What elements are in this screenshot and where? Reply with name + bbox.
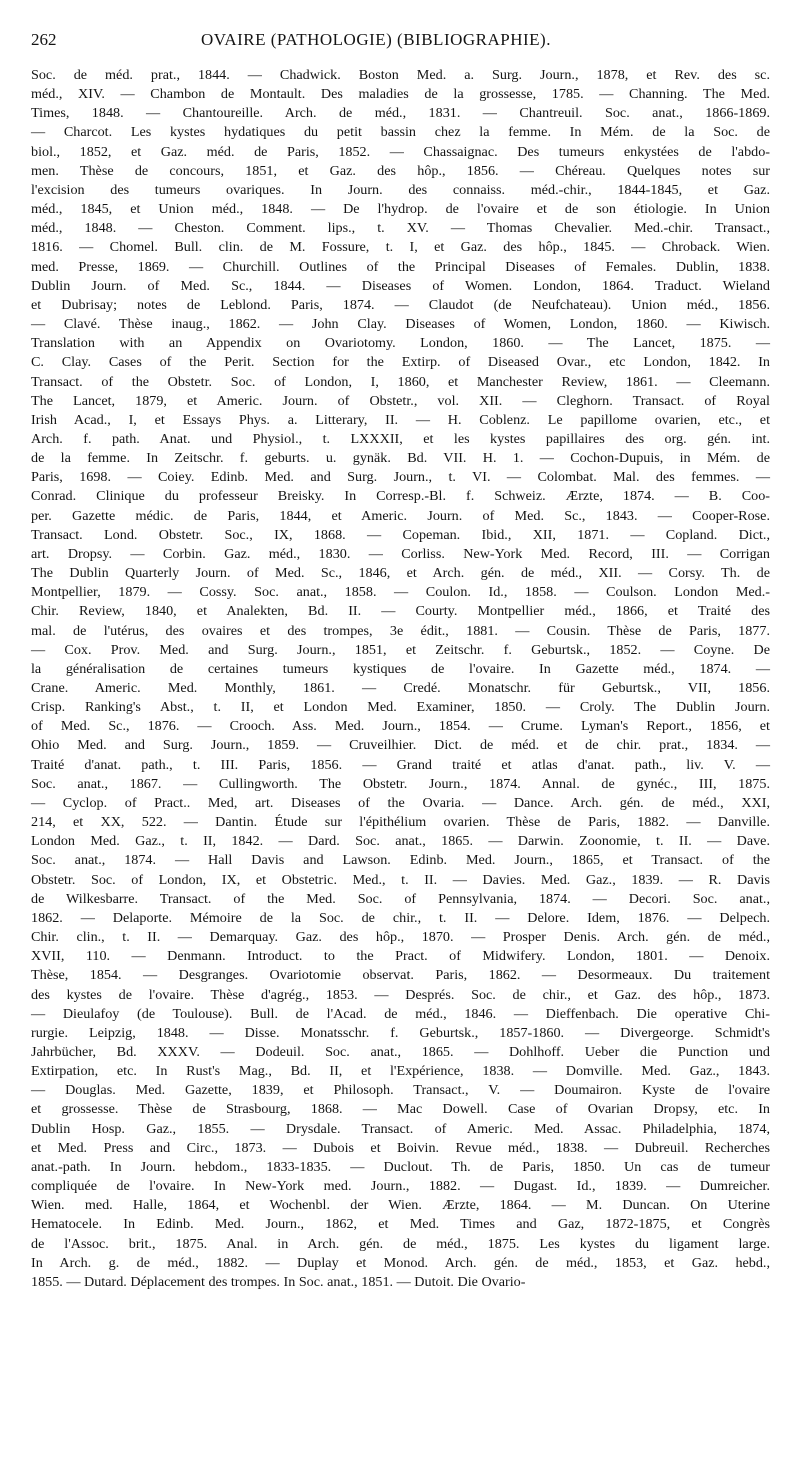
text-line: Crisp. Ranking's Abst., t. II, et London Med. Examiner, 1850. — Croly. The Dublin Journ. xyxy=(31,699,770,716)
text-line: méd., XIV. — Chambon de Montault. Des maladies de la grossesse, 1785. — Channing. The Med. xyxy=(31,86,770,103)
text-line: Wien. med. Halle, 1864, et Wochenbl. der Wien. Ærzte, 1864. — M. Duncan. On Uterine xyxy=(31,1197,770,1214)
text-line: et Dubrisay; notes de Leblond. Paris, 1874. — Claudot (de Neufchateau). Union méd., 1856. xyxy=(31,296,770,313)
text-line: et Med. Press and Circ., 1873. — Dubois et Boivin. Revue méd., 1838. — Dubreuil. Recherches xyxy=(31,1139,770,1156)
text-line: et grossesse. Thèse de Strasbourg, 1868. — Mac Dowell. Case of Ovarian Dropsy, etc. In xyxy=(31,1101,770,1118)
text-line: Arch. f. path. Anat. und Physiol., t. LXXXII, et les kystes papillaires des org. gén. int. xyxy=(31,430,770,447)
text-line: In Arch. g. de méd., 1882. — Duplay et Monod. Arch. gén. de méd., 1853, et Gaz. hebd., xyxy=(31,1254,770,1271)
text-line: Times, 1848. — Chantoureille. Arch. de méd., 1831. — Chantreuil. Soc. anat., 1866-1869. xyxy=(31,105,770,122)
text-line: Hematocele. In Edinb. Med. Journ., 1862, et Med. Times and Gaz, 1872-1875, et Congrès xyxy=(31,1216,770,1233)
text-line: — Cyclop. of Pract.. Med, art. Diseases of the Ovaria. — Dance. Arch. gén. de méd., XXI, xyxy=(31,794,770,811)
text-line: — Clavé. Thèse inaug., 1862. — John Clay. Diseases of Women, London, 1860. — Kiwisch. xyxy=(31,316,770,333)
text-line: méd., 1848. — Cheston. Comment. lips., t. XV. — Thomas Chevalier. Med.-chir. Transact., xyxy=(31,220,770,237)
text-line: — Douglas. Med. Gazette, 1839, et Philosoph. Transact., V. — Doumairon. Kyste de l'ovaire xyxy=(31,1082,770,1099)
text-line: Obstetr. Soc. of London, IX, et Obstetric. Med., t. II. — Davies. Med. Gaz., 1839. — R. Davis xyxy=(31,871,770,888)
text-line: The Dublin Quarterly Journ. of Med. Sc., 1846, et Arch. gén. de méd., XII. — Corsy. Th. de xyxy=(31,565,770,582)
text-line: des kystes de l'ovaire. Thèse d'agrég., 1853. — Després. Soc. de chir., et Gaz. des hôp., 1873. xyxy=(31,986,770,1003)
text-line: 1855. — Dutard. Déplacement des trompes. In Soc. anat., 1851. — Dutoit. Die Ovario- xyxy=(31,1273,526,1290)
text-line: Soc. de méd. prat., 1844. — Chadwick. Boston Med. a. Surg. Journ., 1878, et Rev. des sc. xyxy=(31,67,770,83)
bibliography-text xyxy=(31,66,770,1292)
text-line: med. Presse, 1869. — Churchill. Outlines of the Principal Diseases of Females. Dublin, 1838. xyxy=(31,258,770,275)
text-line: Translation with an Appendix on Ovariotomy. London, 1860. — The Lancet, 1875. — xyxy=(31,335,770,352)
text-line: Traité d'anat. path., t. III. Paris, 1856. — Grand traité et atlas d'anat. path., liv. V. — xyxy=(31,756,770,773)
text-line: — Dieulafoy (de Toulouse). Bull. de l'Acad. de méd., 1846. — Dieffenbach. Die operative Chi- xyxy=(31,1005,770,1022)
text-line: art. Dropsy. — Corbin. Gaz. méd., 1830. — Corliss. New-York Med. Record, III. — Corrigan xyxy=(31,545,770,562)
text-line: 214, et XX, 522. — Dantin. Étude sur l'épithélium ovarien. Thèse de Paris, 1882. — Danville. xyxy=(31,814,770,831)
text-line: de Wilkesbarre. Transact. of the Med. Soc. of Pennsylvania, 1874. — Decori. Soc. anat., xyxy=(31,890,770,907)
text-line: C. Clay. Cases of the Perit. Section for the Extirp. of Diseased Ovar., etc London, 1842. In xyxy=(31,354,770,371)
text-line: anat.-path. In Journ. hebdom., 1833-1835. — Duclout. Th. de Paris, 1850. Un cas de tumeur xyxy=(31,1158,770,1175)
text-line: Soc. anat., 1867. — Cullingworth. The Obstetr. Journ., 1874. Annal. de gynéc., III, 1875. xyxy=(31,775,770,792)
text-line: Dublin Journ. of Med. Sc., 1844. — Diseases of Women. London, 1864. Traduct. Wieland xyxy=(31,277,770,294)
text-line: London Med. Gaz., t. II, 1842. — Dard. Soc. anat., 1865. — Darwin. Zoonomie, t. II. — Dave. xyxy=(31,833,770,850)
text-line: men. Thèse de concours, 1851, et Gaz. des hôp., 1856. — Chéreau. Quelques notes sur xyxy=(31,162,770,179)
text-line: Chir. Review, 1840, et Analekten, Bd. II. — Courty. Montpellier méd., 1866, et Traité des xyxy=(31,603,770,620)
text-line: mal. de l'utérus, des ovaires et des trompes, 3e édit., 1881. — Cousin. Thèse de Paris, 1877. xyxy=(31,622,770,639)
text-line: 1862. — Delaporte. Mémoire de la Soc. de chir., t. II. — Delore. Idem, 1876. — Delpech. xyxy=(31,909,770,926)
text-line: Transact. of the Obstetr. Soc. of London, I, 1860, et Manchester Review, 1861. — Cleemann. xyxy=(31,373,770,390)
text-line: Conrad. Clinique du professeur Breisky. In Corresp.-Bl. f. Schweiz. Ærzte, 1874. — B. Coo- xyxy=(31,488,770,505)
text-line: Jahrbücher, Bd. XXXV. — Dodeuil. Soc. anat., 1865. — Dohlhoff. Ueber die Punction und xyxy=(31,1043,770,1060)
text-line: 1816. — Chomel. Bull. clin. de M. Fossure, t. I, et Gaz. des hôp., 1845. — Chroback. Wien. xyxy=(31,239,770,256)
page-number: 262 xyxy=(31,30,57,49)
text-line: Ohio Med. and Surg. Journ., 1859. — Cruveilhier. Dict. de méd. et de chir. prat., 1834. — xyxy=(31,737,770,754)
text-line: of Med. Sc., 1876. — Crooch. Ass. Med. Journ., 1854. — Crume. Lyman's Report., 1856, et xyxy=(31,718,770,735)
text-line: Thèse, 1854. — Desgranges. Ovariotomie observat. Paris, 1862. — Desormeaux. Du traitement xyxy=(31,967,770,984)
text-line: Irish Acad., I, et Essays Phys. a. Litterary, II. — H. Coblenz. Le papillome ovarien, etc., et xyxy=(31,411,770,428)
text-line: Montpellier, 1879. — Cossy. Soc. anat., 1858. — Coulon. Id., 1858. — Coulson. London Med.- xyxy=(31,584,770,601)
text-line: biol., 1852, et Gaz. méd. de Paris, 1852. — Chassaignac. Des tumeurs enkystées de l'abdo- xyxy=(31,143,770,160)
text-line: Transact. Lond. Obstetr. Soc., IX, 1868. — Copeman. Ibid., XII, 1871. — Copland. Dict., xyxy=(31,526,770,543)
text-line: Chir. clin., t. II. — Demarquay. Gaz. des hôp., 1870. — Prosper Denis. Arch. gén. de méd., xyxy=(31,929,770,946)
running-head: OVAIRE (PATHOLOGIE) (BIBLIOGRAPHIE). xyxy=(201,30,551,49)
text-line: compliquée de l'ovaire. In New-York med. Journ., 1882. — Dugast. Id., 1839. — Dumreicher. xyxy=(31,1178,770,1195)
text-line: per. Gazette médic. de Paris, 1844, et Americ. Journ. of Med. Sc., 1843. — Cooper-Rose. xyxy=(31,507,770,524)
text-line: Soc. anat., 1874. — Hall Davis and Lawson. Edinb. Med. Journ., 1865, et Transact. of the xyxy=(31,852,770,869)
text-line: l'excision des tumeurs ovariques. In Journ. des connaiss. méd.-chir., 1844-1845, et Gaz. xyxy=(31,181,770,198)
text-line: méd., 1845, et Union méd., 1848. — De l'hydrop. de l'ovaire et de son étiologie. In Union xyxy=(31,201,770,218)
text-line: de la femme. In Zeitschr. f. geburts. u. gynäk. Bd. VII. H. 1. — Cochon-Dupuis, in Mém. de xyxy=(31,450,770,467)
text-line: — Charcot. Les kystes hydatiques du petit bassin chez la femme. In Mém. de la Soc. de xyxy=(31,124,770,141)
text-line: Paris, 1698. — Coiey. Edinb. Med. and Surg. Journ., t. VI. — Colombat. Mal. des femmes. — xyxy=(31,469,770,486)
text-line: The Lancet, 1879, et Americ. Journ. of Obstetr., vol. XII. — Cleghorn. Transact. of Royal xyxy=(31,392,770,409)
text-line: la généralisation de certaines tumeurs kystiques de l'ovaire. In Gazette méd., 1874. — xyxy=(31,660,770,677)
text-line: rurgie. Leipzig, 1848. — Disse. Monatsschr. f. Geburtsk., 1857-1860. — Divergeorge. Schmidt's xyxy=(31,1024,770,1041)
text-line: Dublin Hosp. Gaz., 1855. — Drysdale. Transact. of Americ. Med. Assac. Philadelphia, 1874, xyxy=(31,1120,770,1137)
text-line: — Cox. Prov. Med. and Surg. Journ., 1851, et Zeitschr. f. Geburtsk., 1852. — Coyne. De xyxy=(31,641,770,658)
text-line: Extirpation, etc. In Rust's Mag., Bd. II, et l'Expérience, 1838. — Domville. Med. Gaz., 1843. xyxy=(31,1063,770,1080)
text-line: Crane. Americ. Med. Monthly, 1861. — Credé. Monatschr. für Geburtsk., VII, 1856. xyxy=(31,680,770,696)
text-line: XVII, 110. — Denmann. Introduct. to the Pract. of Midwifery. London, 1801. — Denoix. xyxy=(31,948,770,965)
text-line: de l'Assoc. brit., 1875. Anal. in Arch. gén. de méd., 1875. Les kystes du ligament large. xyxy=(31,1235,770,1252)
page-header xyxy=(31,30,770,66)
